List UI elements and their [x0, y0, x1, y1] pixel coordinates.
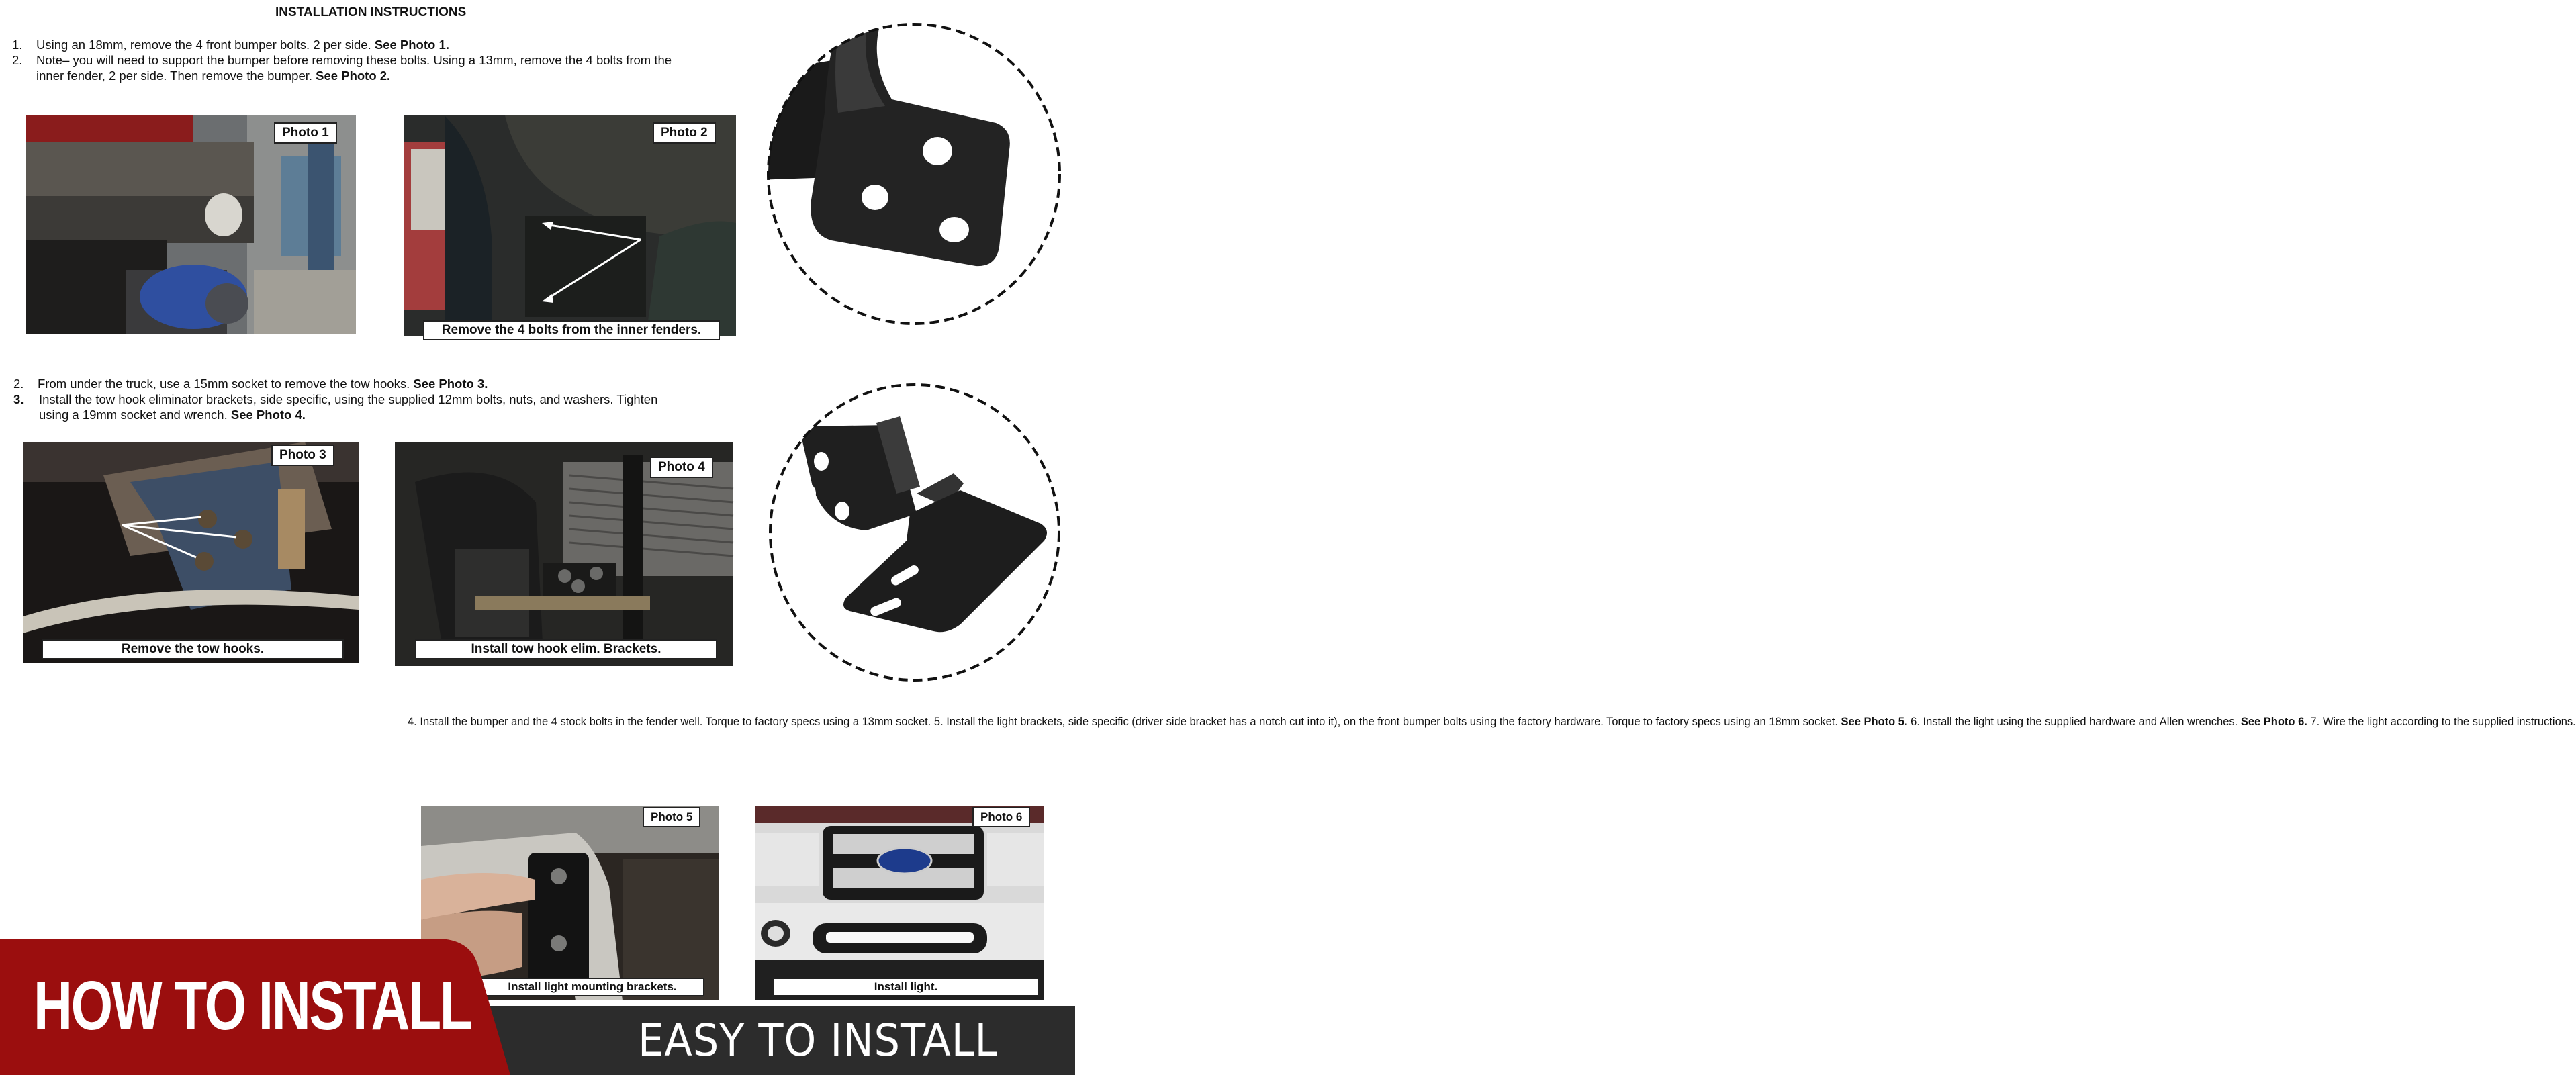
page-title: INSTALLATION INSTRUCTIONS: [275, 5, 467, 19]
step-text: Install the tow hook eliminator brackets, side specific, using the supplied 12mm bolts, nuts, and washers. Tighten: [39, 392, 658, 406]
photo-2-image: [404, 115, 736, 336]
photo-1-image: [26, 115, 356, 334]
steps-block-c: [408, 715, 2576, 789]
step-text: factory hardware. Torque to factory specs using an 18mm socket. See Photo 5.: [1518, 716, 1908, 728]
bracket-detail-circle-2: [759, 379, 1070, 686]
photo-4-image: [395, 442, 733, 666]
photo-2-caption: Remove the 4 bolts from the inner fenders.: [423, 320, 720, 340]
step-text: Install the light using the supplied hardware and Allen wrenches. See Photo 6.: [1923, 716, 2307, 728]
photo-2-label: Photo 2: [653, 122, 716, 144]
step-text: inner fender, 2 per side. Then remove the bumper. See Photo 2.: [36, 68, 391, 83]
step-text: using a 19mm socket and wrench. See Photo 4.: [39, 408, 306, 422]
steps-block-a: [12, 37, 751, 85]
step-text: Install the bumper and the 4 stock bolts in the fender well. Torque to factory specs using a 13mm socket.: [420, 716, 931, 728]
easy-install-text: EASY TO INSTALL: [638, 1015, 999, 1066]
photo-5-label: Photo 5: [643, 807, 700, 827]
photo-4-label: Photo 4: [650, 457, 713, 478]
step-number: 7.: [2310, 716, 2320, 728]
how-to-install-text: HOW TO INSTALL: [34, 967, 471, 1044]
photo-1-label: Photo 1: [274, 122, 337, 144]
step-number: 6.: [1911, 716, 1920, 728]
step-text: From under the truck, use a 15mm socket to remove the tow hooks. See Photo 3.: [38, 377, 488, 391]
photo-3-caption: Remove the tow hooks.: [42, 639, 344, 659]
photo-3-image: [23, 442, 359, 663]
step-number: 5.: [933, 716, 944, 728]
photo-4-caption: Install tow hook elim. Brackets.: [415, 639, 717, 659]
steps-block-b: [13, 376, 752, 424]
photo-6-label: Photo 6: [972, 807, 1030, 827]
step-text: Install the light brackets, side specific (driver side bracket has a notch cut into it), on the front bumper bolts using the: [946, 716, 1515, 728]
bracket-detail-circle-1: [757, 19, 1070, 329]
step-number: 4.: [408, 716, 417, 728]
step-text: Note– you will need to support the bumper before removing these bolts. Using a 13mm, remove the 4 bolts from the: [36, 53, 672, 67]
step-text: Wire the light according to the supplied instructions.: [2322, 716, 2576, 728]
step-number: 3.: [13, 392, 24, 406]
step-number: 2.: [13, 377, 24, 391]
photo-3-label: Photo 3: [271, 445, 334, 466]
photo-6-image: [755, 806, 1044, 1000]
step-number: 2.: [12, 53, 23, 67]
photo-6-caption: Install light.: [772, 978, 1040, 996]
step-number: 1.: [12, 38, 23, 52]
photo-5-caption: Install light mounting brackets.: [480, 978, 704, 996]
step-text: Using an 18mm, remove the 4 front bumper bolts. 2 per side. See Photo 1.: [36, 38, 449, 52]
